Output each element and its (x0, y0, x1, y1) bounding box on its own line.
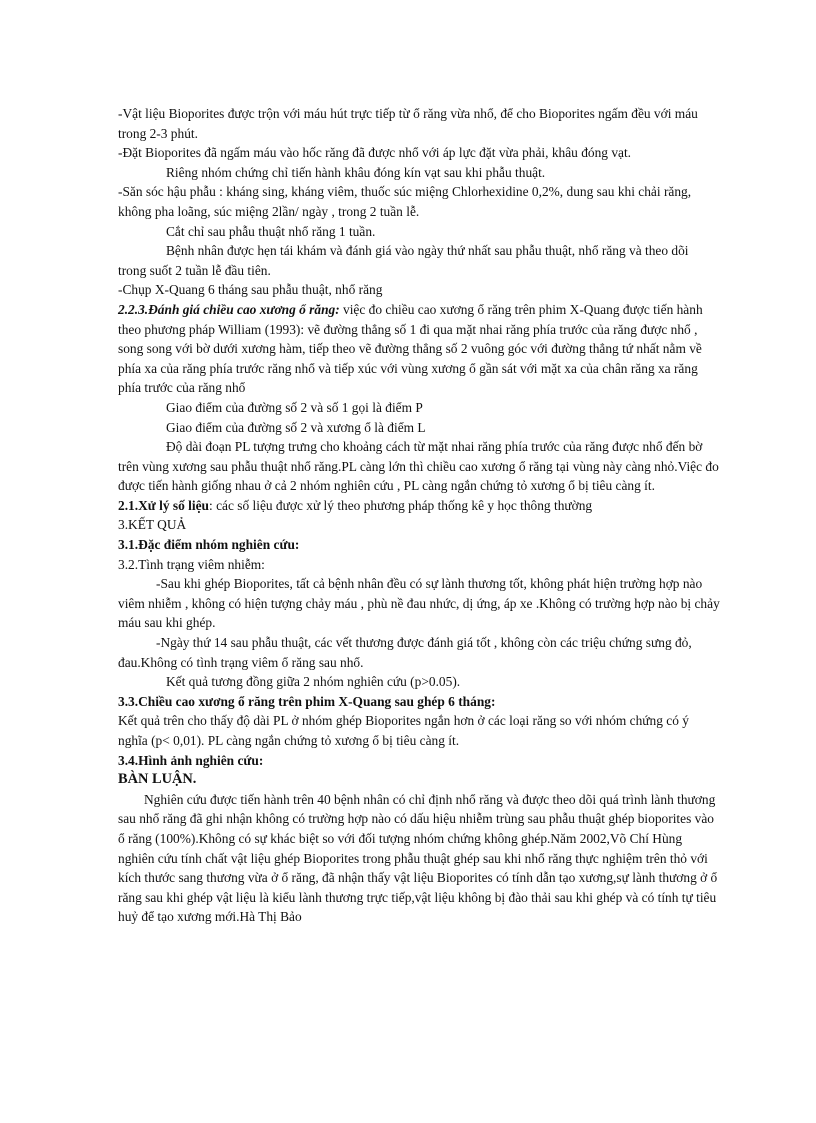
paragraph-data-processing (118, 496, 720, 516)
paragraph-point-l: Giao điểm của đường số 2 và xương ổ là điểm L (166, 419, 426, 435)
paragraph-bone-height-method (118, 300, 720, 398)
section-heading-2-1: 2.1.Xử lý số liệu (118, 497, 209, 513)
paragraph-placement: -Đặt Bioporites đã ngấm máu vào hốc răng đã được nhổ với áp lực đặt vừa phải, khâu đóng vạt. (118, 145, 632, 161)
paragraph-control-group: Riêng nhóm chứng chỉ tiến hành khâu đóng kín vạt sau khi phẫu thuật. (166, 164, 546, 180)
paragraph-body: việc đo chiều cao xương ổ răng trên phim X-Quang được tiến hành theo phương pháp William (1993): vẽ đường thẳng số 1 đi qua mặt nhai răng phía trước của răng được nhổ , song song với bờ dưới xương hàm, tiếp theo vẽ đường thẳng số 2 vuông góc với đường thẳng tứ nhất nằm về phía xa của răng phía trước răng nhổ và tiếp xúc với vùng xương ổ gần sát với mặt xa của chân răng xa răng phía trước của răng nhổ (118, 301, 703, 396)
section-heading-3-2: 3.2.Tình trạng viêm nhiễm: (118, 556, 265, 572)
paragraph-pl-result: Kết quả trên cho thấy độ dài PL ở nhóm ghép Bioporites ngắn hơn ở các loại răng so với nhóm chứng có ý nghĩa (p< 0,01). PL càng ngắn chứng tỏ xương ổ bị tiêu càng ít. (118, 713, 689, 748)
section-heading-3-3: 3.3.Chiều cao xương ổ răng trên phim X-Quang sau ghép 6 tháng: (118, 693, 496, 709)
paragraph-no-infection: -Sau khi ghép Bioporites, tất cả bệnh nhân đều có sự lành thương tốt, không phát hiện trường hợp nào viêm nhiễm , không có hiện tượng chảy máu , phù nề đau nhức, dị ứng, áp xe .Không có trường hợp nào bị chảy máu sau khi ghép. (118, 576, 720, 631)
section-heading-2-2-3: 2.2.3.Đánh giá chiều cao xương ổ răng: (118, 301, 340, 317)
paragraph-follow-up: Bệnh nhân được hẹn tái khám và đánh giá vào ngày thứ nhất sau phẫu thuật, nhổ răng và theo dõi trong suốt 2 tuần lễ đầu tiên. (118, 243, 689, 278)
paragraph-postop-care: -Săn sóc hậu phẫu : kháng sing, kháng viêm, thuốc súc miệng Chlorhexidine 0,2%, dung sau khi chải răng, không pha loãng, súc miệng 2lần/ ngày , trong 2 tuần lễ. (118, 184, 692, 219)
paragraph-result-similar: Kết quả tương đồng giữa 2 nhóm nghiên cứu (p>0.05). (166, 674, 461, 690)
section-heading-results: 3.KẾT QUẢ (118, 517, 187, 533)
section-heading-discussion: BÀN LUẬN. (118, 771, 197, 788)
paragraph-day-14: -Ngày thứ 14 sau phẫu thuật, các vết thương được đánh giá tốt , không còn các triệu chứng sưng đỏ, đau.Không có tình trạng viêm ổ răng sau nhổ. (118, 635, 692, 670)
section-heading-3-4: 3.4.Hình ảnh nghiên cứu: (118, 752, 264, 768)
paragraph-xray: -Chụp X-Quang 6 tháng sau phẫu thuật, nhổ răng (118, 282, 383, 298)
paragraph-body: : các số liệu được xử lý theo phương pháp thống kê y học thông thường (209, 497, 593, 513)
paragraph-discussion: Nghiên cứu được tiến hành trên 40 bệnh nhân có chỉ định nhổ răng và được theo dõi quá trình lành thương sau nhổ răng đã ghi nhận không có trường hợp nào có dấu hiệu nhiễm trùng sau phẫu thuật ghép bioporites vào ổ răng (100%).Không có sự khác biệt so với đối tượng nhóm chứng không ghép.Năm 2002,Võ Chí Hùng nghiên cứu tính chất vật liệu ghép Bioporites trong phẫu thuật ghép sau khi nhổ răng thực nghiệm trên thỏ với kích thước sang thương vừa ở ổ răng, đã nhận thấy vật liệu Bioporites có tính dẫn tạo xương,sự lành thương ở ổ răng sau khi ghép vật liệu là kiểu lành thương trực tiếp,vật liệu không bị đào thải sau khi ghép và có tính tự tiêu huỷ để tạo xương mới.Hà Thị Bảo (118, 791, 718, 925)
paragraph-material-mixing: -Vật liệu Bioporites được trộn với máu hút trực tiếp từ ổ răng vừa nhổ, để cho Bioporites ngấm đều với máu trong 2-3 phút. (118, 106, 698, 141)
paragraph-point-p: Giao điểm của đường số 2 và số 1 gọi là điểm P (166, 399, 423, 415)
paragraph-suture-removal: Cắt chỉ sau phẫu thuật nhổ răng 1 tuần. (166, 223, 376, 239)
paragraph-pl-length: Độ dài đoạn PL tượng trưng cho khoảng cách từ mặt nhai răng phía trước của răng được nhổ đến bờ trên vùng xương sau phẫu thuật nhổ răng.PL càng lớn thì chiều cao xương ổ răng tại vùng này càng nhỏ.Việc đo được tiến hành giống nhau ở cả 2 nhóm nghiên cứu , PL càng ngắn chứng tỏ xương ổ bị tiêu càng ít. (118, 439, 719, 494)
section-heading-3-1: 3.1.Đặc điểm nhóm nghiên cứu: (118, 537, 300, 553)
